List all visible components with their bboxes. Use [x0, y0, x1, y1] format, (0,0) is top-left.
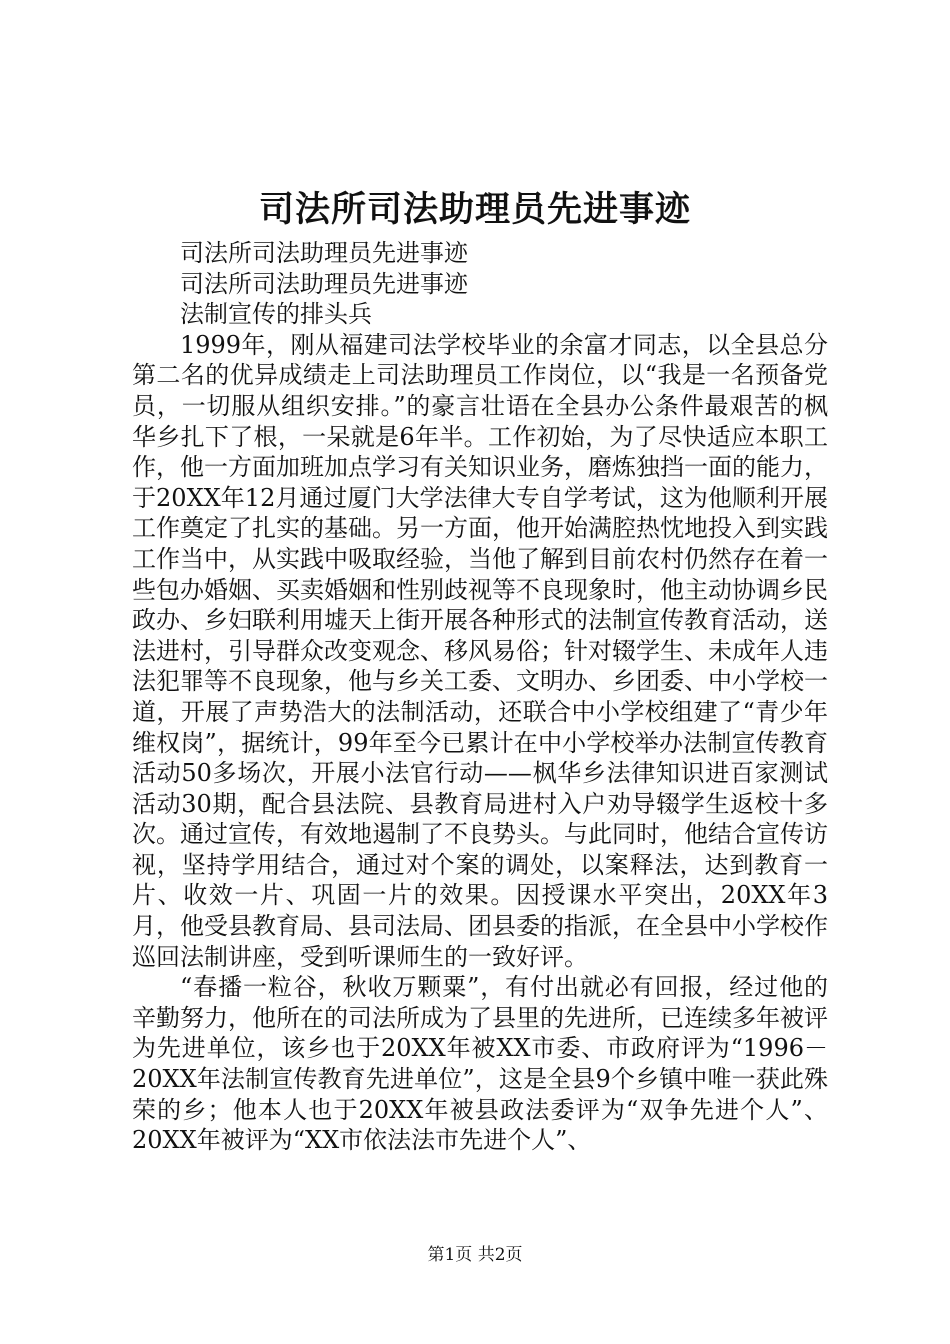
- document-body: [132, 238, 828, 1156]
- document-title: 司法所司法助理员先进事迹: [258, 189, 691, 230]
- paragraph-subtitle: 法制宣传的排头兵: [180, 300, 372, 329]
- paragraph-body-1: 1999年，刚从福建司法学校毕业的余富才同志，以全县总分第二名的优异成绩走上司法助理员工作岗位，以“我是一名预备党员，一切服从组织安排。”的豪言壮语在全县办公条件最艰苦的枫华乡扎下了根，一呆就是6年半。工作初始，为了尽快适应本职工作，他一方面加班加点学习有关知识业务，磨炼独挡一面的能力，于20XX年12月通过厦门大学法律大专自学考试，这为他顺利开展工作奠定了扎实的基础。另一方面，他开始满腔热忱地投入到实践工作当中，从实践中吸取经验，当他了解到目前农村仍然存在着一些包办婚姻、买卖婚姻和性别歧视等不良现象时，他主动协调乡民政办、乡妇联利用墟天上街开展各种形式的法制宣传教育活动，送法进村，引导群众改变观念、移风易俗；针对辍学生、未成年人违法犯罪等不良现象，他与乡关工委、文明办、乡团委、中小学校一道，开展了声势浩大的法制活动，还联合中小学校组建了“青少年维权岗”，据统计，99年至今已累计在中小学校举办法制宣传教育活动50多场次，开展小法官行动——枫华乡法律知识进百家测试活动30期，配合县法院、县教育局进村入户劝导辍学生返校十多次。通过宣传，有效地遏制了不良势头。与此同时，他结合宣传访视，坚持学用结合，通过对个案的调处，以案释法，达到教育一片、收效一片、巩固一片的效果。因授课水平突出，20XX年3月，他受县教育局、县司法局、团县委的指派，在全县中小学校作巡回法制讲座，受到听课师生的一致好评。: [132, 330, 828, 971]
- paragraph-heading-1: 司法所司法助理员先进事迹: [180, 239, 468, 267]
- paragraph-heading-2: 司法所司法助理员先进事迹: [180, 269, 468, 298]
- paragraph-body-2: “春播一粒谷，秋收万颗粟”，有付出就必有回报，经过他的辛勤努力，他所在的司法所成为了县里的先进所，已连续多年被评为先进单位，该乡也于20XX年被XX市委、市政府评为“1996－20XX年法制宣传教育先进单位”，这是全县9个乡镇中唯一获此殊荣的乡；他本人也于20XX年被县政法委评为“双争先进个人”、20XX年被评为“XX市依法法市先进个人”、: [132, 973, 828, 1155]
- page-footer: 第1页 共2页: [427, 1245, 523, 1265]
